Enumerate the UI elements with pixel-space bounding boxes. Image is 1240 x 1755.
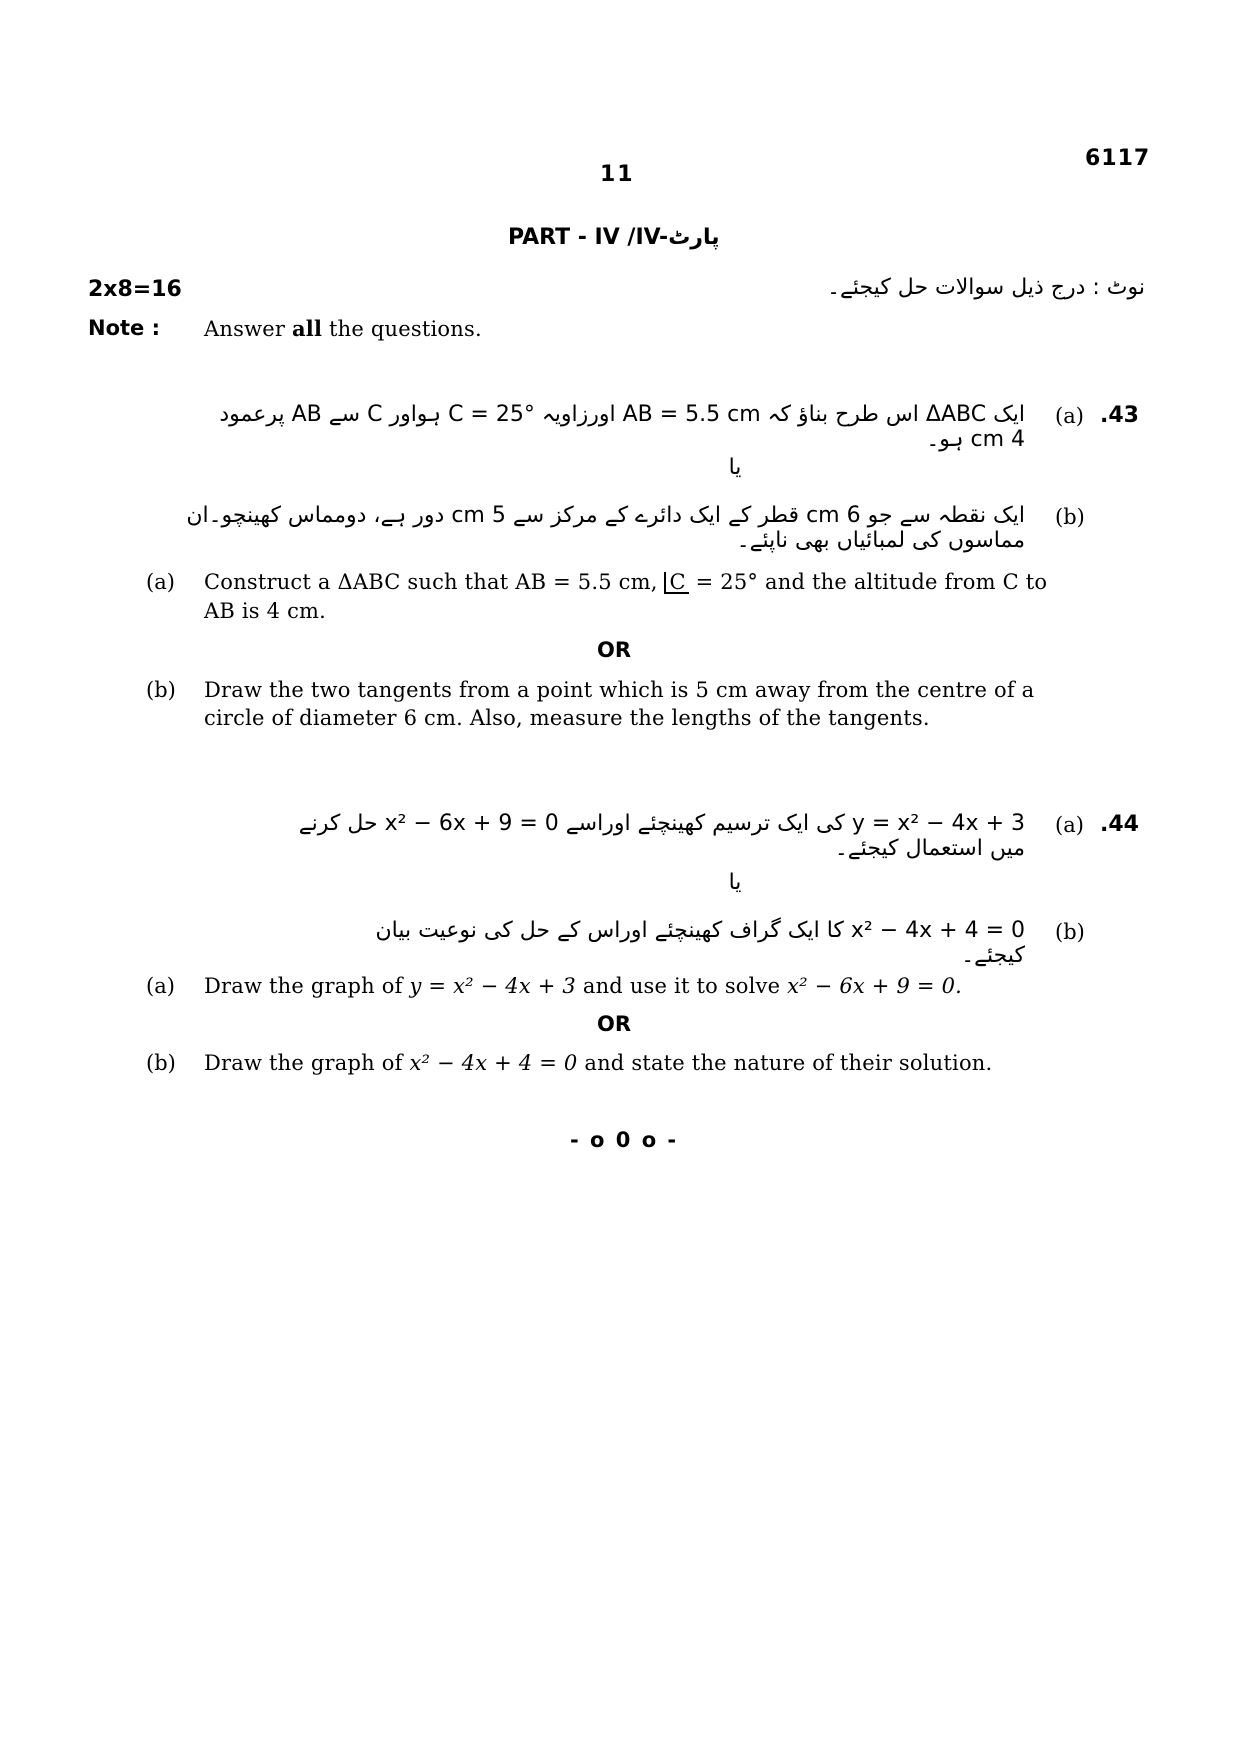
q43-urdu-or: یا — [728, 455, 742, 480]
q43-urdu-b-label: (b) — [1055, 505, 1085, 529]
q43-en-b-line2: circle of diameter 6 cm. Also, measure the lengths of the tangents. — [204, 706, 930, 730]
q44-urdu-or: یا — [728, 870, 742, 895]
question-44-number: .44 — [1100, 812, 1139, 837]
page-number: 11 — [600, 162, 635, 187]
q44-en-a-label: (a) — [146, 974, 175, 998]
note-text-before: Answer — [204, 317, 292, 341]
q43-en-a-post: = 25° and the altitude from C to — [688, 570, 1048, 594]
q44-en-b-pre: Draw the graph of — [204, 1051, 410, 1075]
q44-or: OR — [597, 1012, 632, 1036]
note-urdu: نوٹ : درج ذیل سوالات حل کیجئے۔ — [827, 275, 1145, 300]
q43-en-a-label: (a) — [146, 570, 175, 594]
q44-en-a-mid: and use it to solve — [575, 974, 788, 998]
note-text-after: the questions. — [322, 317, 482, 341]
q43-en-a-line2: AB is 4 cm. — [204, 599, 327, 623]
q43-urdu-a-label: (a) — [1055, 404, 1084, 428]
part-title: PART - IV /IV-پارٹ — [508, 225, 720, 250]
q43-en-a-pre: Construct a ΔABC such that AB = 5.5 cm, — [204, 570, 665, 594]
q43-urdu-b: ایک نقطہ سے جو 6 cm قطر کے ایک دائرے کے مرکز سے 5 cm دور ہے، دومماس کھینچو۔ان مماسوں کی لمبائیاں بھی ناپئے۔ — [186, 503, 1025, 553]
note-text-bold: all — [291, 316, 323, 341]
q43-en-b-label: (b) — [146, 678, 176, 702]
question-43-number: .43 — [1100, 403, 1139, 428]
q44-urdu-a: y = x² − 4x + 3 کی ایک ترسیم کھینچئے اوراسے x² − 6x + 9 = 0 حل کرنے میں استعمال کیجئے۔ — [298, 811, 1025, 861]
q44-en-b — [204, 1051, 1104, 1075]
q44-urdu-a-label: (a) — [1055, 813, 1084, 837]
q44-en-a — [204, 974, 1104, 998]
end-marker: - o 0 o - — [570, 1128, 679, 1152]
q44-en-a-pre: Draw the graph of — [204, 974, 410, 998]
angle-c-symbol: C — [664, 572, 688, 594]
paper-code: 6117 — [1085, 146, 1151, 171]
q44-en-b-post: and state the nature of their solution. — [577, 1051, 993, 1075]
note-label: Note : — [88, 316, 160, 340]
q44-en-b-eq: x² − 4x + 4 = 0 — [409, 1051, 578, 1075]
q44-en-b-label: (b) — [146, 1051, 176, 1075]
note-text — [204, 316, 482, 341]
q44-urdu-b: x² − 4x + 4 = 0 کا ایک گراف کھینچئے اوراس کے حل کی نوعیت بیان کیجئے۔ — [375, 918, 1025, 968]
marks-allocation: 2x8=16 — [88, 277, 182, 302]
q43-en-b-line1: Draw the two tangents from a point which is 5 cm away from the centre of a — [204, 678, 1035, 702]
q43-en-a-line1 — [204, 570, 1094, 594]
q44-en-a-eq1: y = x² − 4x + 3 — [409, 974, 576, 998]
q43-urdu-a: ایک ΔABC اس طرح بناؤ کہ AB = 5.5 cm اورزاویہ C = 25° ہواور C سے AB پرعمود 4 cm ہو۔ — [219, 402, 1025, 452]
q43-or: OR — [597, 638, 632, 662]
q44-urdu-b-label: (b) — [1055, 920, 1085, 944]
q44-en-a-eq2: x² − 6x + 9 = 0. — [787, 974, 963, 998]
